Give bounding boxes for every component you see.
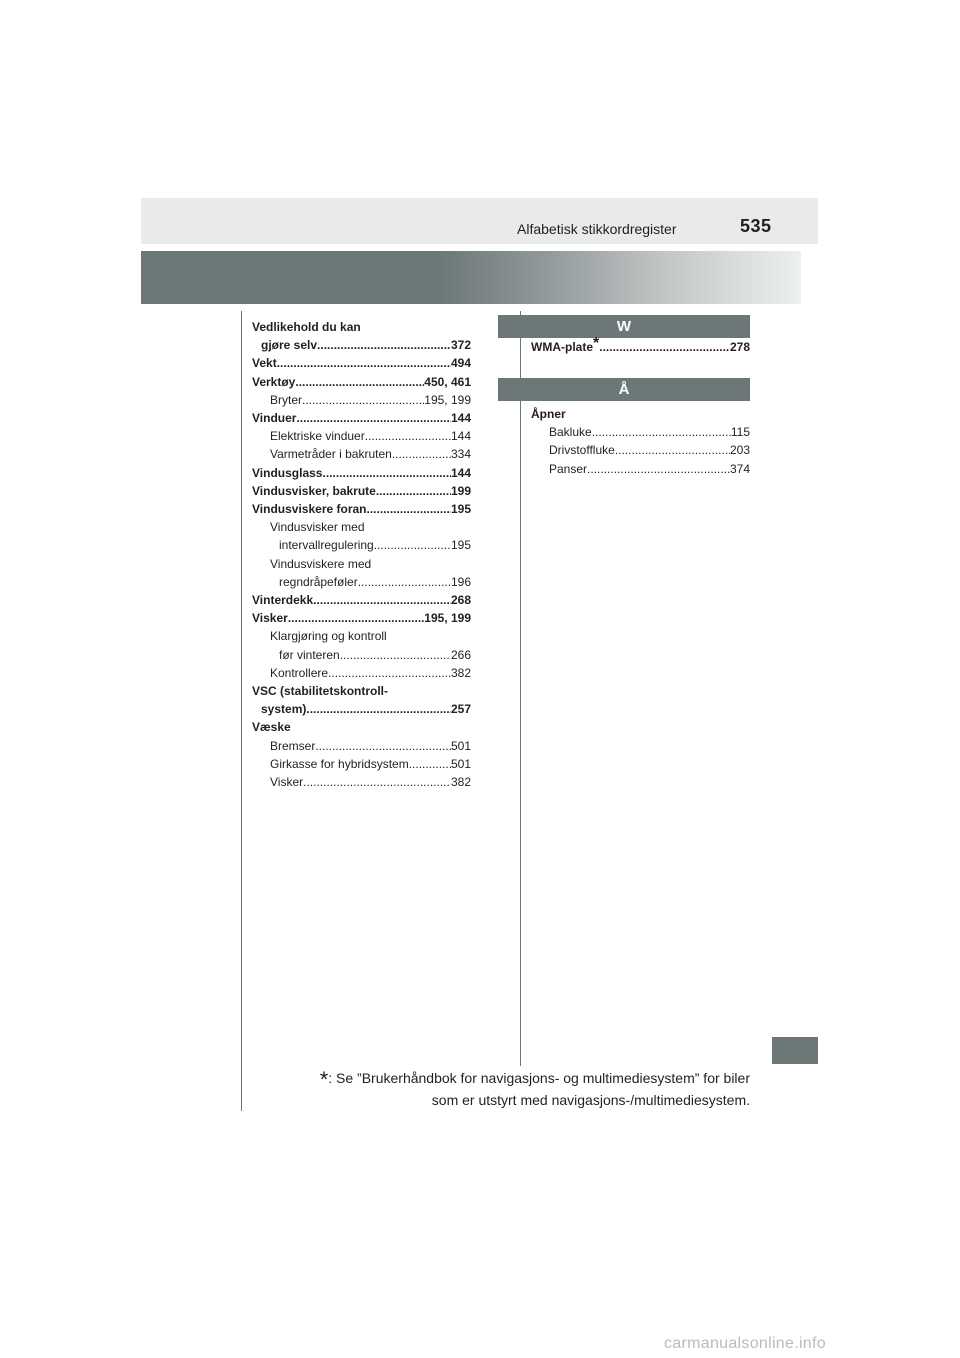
index-entry: [531, 460, 750, 478]
index-entry: [252, 373, 471, 391]
entry-label: Vindusvisker med: [270, 520, 365, 535]
footnote-marker: *: [319, 1067, 329, 1092]
entry-page: 144: [450, 465, 471, 480]
entry-label: Visker: [270, 775, 304, 790]
index-entry: [252, 336, 471, 354]
entry-label: Vindusvisker, bakrute: [252, 483, 376, 498]
index-entry: [252, 318, 471, 336]
index-entry: [252, 391, 471, 409]
entry-page: 115: [730, 425, 750, 440]
entry-page: 257: [450, 702, 471, 717]
entry-page: 196: [450, 574, 471, 589]
index-entry: [252, 664, 471, 682]
dot-leader: [358, 573, 451, 591]
entry-page: 195: [450, 538, 471, 553]
dot-leader: [328, 664, 451, 682]
index-entry-wma-plate: [531, 335, 750, 354]
entry-page: 450, 461: [424, 374, 471, 389]
entry-label: før vinteren: [279, 647, 340, 662]
entry-page: 268: [450, 593, 471, 608]
entry-label: Væske: [252, 720, 291, 735]
index-entry: [252, 737, 471, 755]
entry-page: 372: [450, 338, 471, 353]
index-entry: [252, 573, 471, 591]
index-entry: [252, 536, 471, 554]
entry-page: 266: [450, 647, 471, 662]
entry-page: 501: [450, 738, 471, 753]
column-divider: [520, 311, 521, 1066]
dot-leader: [303, 773, 451, 791]
entry-label: Vindusglass: [252, 465, 323, 480]
entry-page: 144: [450, 411, 471, 426]
dot-leader: [367, 500, 451, 518]
dot-leader: [587, 460, 730, 478]
entry-label: Bakluke: [549, 425, 592, 440]
entry-label: Panser: [549, 461, 588, 476]
entry-label: Vindusviskere foran: [252, 502, 367, 517]
dot-leader: [322, 464, 450, 482]
entry-label: Verktøy: [252, 374, 296, 389]
footnote-line-2: som er utstyrt med navigasjons-/multimediesystem.: [431, 1092, 750, 1108]
entry-page: 203: [729, 443, 750, 458]
chapter-tab: [772, 1037, 818, 1064]
index-entry: [252, 627, 471, 645]
entry-page: 278: [729, 340, 750, 354]
index-column-left: [252, 318, 471, 791]
index-entry: [252, 773, 471, 791]
index-entry: [252, 591, 471, 609]
index-entry: [252, 609, 471, 627]
entry-page: 382: [450, 665, 471, 680]
entry-page: 501: [450, 756, 471, 771]
entry-label: Vekt: [252, 356, 277, 371]
dot-leader: [313, 591, 451, 609]
dot-leader: [409, 755, 451, 773]
header-band: [141, 251, 801, 304]
index-entry: [252, 409, 471, 427]
index-entry: [252, 427, 471, 445]
dot-leader: [317, 336, 451, 354]
index-entry: [531, 441, 750, 459]
dot-leader: [288, 609, 424, 627]
entry-label: intervallregulering: [279, 538, 374, 553]
footnote-line-1: : Se ”Brukerhåndbok for navigasjons- og multimediesystem” for biler: [328, 1070, 750, 1086]
dot-leader: [599, 340, 730, 354]
footnote: [285, 1068, 750, 1110]
index-entry: [252, 500, 471, 518]
dot-leader: [315, 737, 451, 755]
index-entry: [252, 646, 471, 664]
dot-leader: [296, 409, 451, 427]
entry-page: 195: [450, 502, 471, 517]
watermark: carmanualsonline.info: [664, 1335, 826, 1352]
entry-page: 494: [450, 356, 471, 371]
entry-label: Drivstoffluke: [549, 443, 615, 458]
entry-label: Vindusviskere med: [270, 556, 372, 571]
dot-leader: [392, 445, 451, 463]
entry-page: 195, 199: [424, 611, 471, 626]
index-entry: [252, 555, 471, 573]
dot-leader: [295, 373, 424, 391]
section-heading-w: W: [498, 315, 750, 338]
entry-label: WMA-plate: [531, 340, 593, 354]
index-entry: [252, 464, 471, 482]
entry-label: VSC (stabilitetskontroll-: [252, 684, 389, 699]
index-entry: [252, 700, 471, 718]
entry-label: Klargjøring og kontroll: [270, 629, 387, 644]
entry-label: Vedlikehold du kan: [252, 320, 361, 334]
dot-leader: [340, 646, 451, 664]
index-entry: [252, 354, 471, 372]
index-entry: [531, 405, 750, 423]
entry-label: Bryter: [270, 392, 303, 407]
dot-leader: [615, 441, 730, 459]
entry-label: Visker: [252, 611, 288, 626]
index-entry: [252, 755, 471, 773]
index-entry: [252, 445, 471, 463]
dot-leader: [365, 427, 451, 445]
entry-label: gjøre selv: [261, 338, 318, 353]
dot-leader: [302, 391, 424, 409]
dot-leader: [592, 423, 731, 441]
entry-page: 374: [729, 461, 750, 476]
left-rule: [241, 311, 242, 1111]
entry-label: Åpner: [531, 407, 566, 421]
entry-label: system): [261, 702, 307, 717]
page-header-title: Alfabetisk stikkordregister: [517, 221, 677, 237]
entry-label: Vinterdekk: [252, 593, 314, 608]
section-heading-aa: Å: [498, 378, 750, 401]
header-strip: [141, 198, 818, 244]
entry-page: 334: [450, 447, 471, 462]
index-entry: [252, 518, 471, 536]
entry-label: Vinduer: [252, 411, 297, 426]
footnote-marker: *: [593, 335, 600, 352]
entry-page: 199: [450, 483, 471, 498]
index-entry: [252, 718, 471, 736]
index-entry: [252, 482, 471, 500]
index-entry: [252, 682, 471, 700]
entry-label: regndråpeføler: [279, 574, 358, 589]
entry-label: Kontrollere: [270, 665, 329, 680]
entry-label: Varmetråder i bakruten: [270, 447, 392, 462]
entry-label: Elektriske vinduer: [270, 429, 365, 444]
dot-leader: [376, 482, 451, 500]
dot-leader: [306, 700, 451, 718]
index-entry: [531, 423, 750, 441]
dot-leader: [374, 536, 451, 554]
entry-page: 144: [450, 429, 471, 444]
entry-label: Girkasse for hybridsystem: [270, 756, 409, 771]
page-number: 535: [740, 216, 772, 236]
entry-label: Bremser: [270, 738, 316, 753]
index-column-right: [531, 405, 750, 478]
entry-page: 195, 199: [424, 392, 471, 407]
dot-leader: [277, 354, 451, 372]
entry-page: 382: [450, 775, 471, 790]
